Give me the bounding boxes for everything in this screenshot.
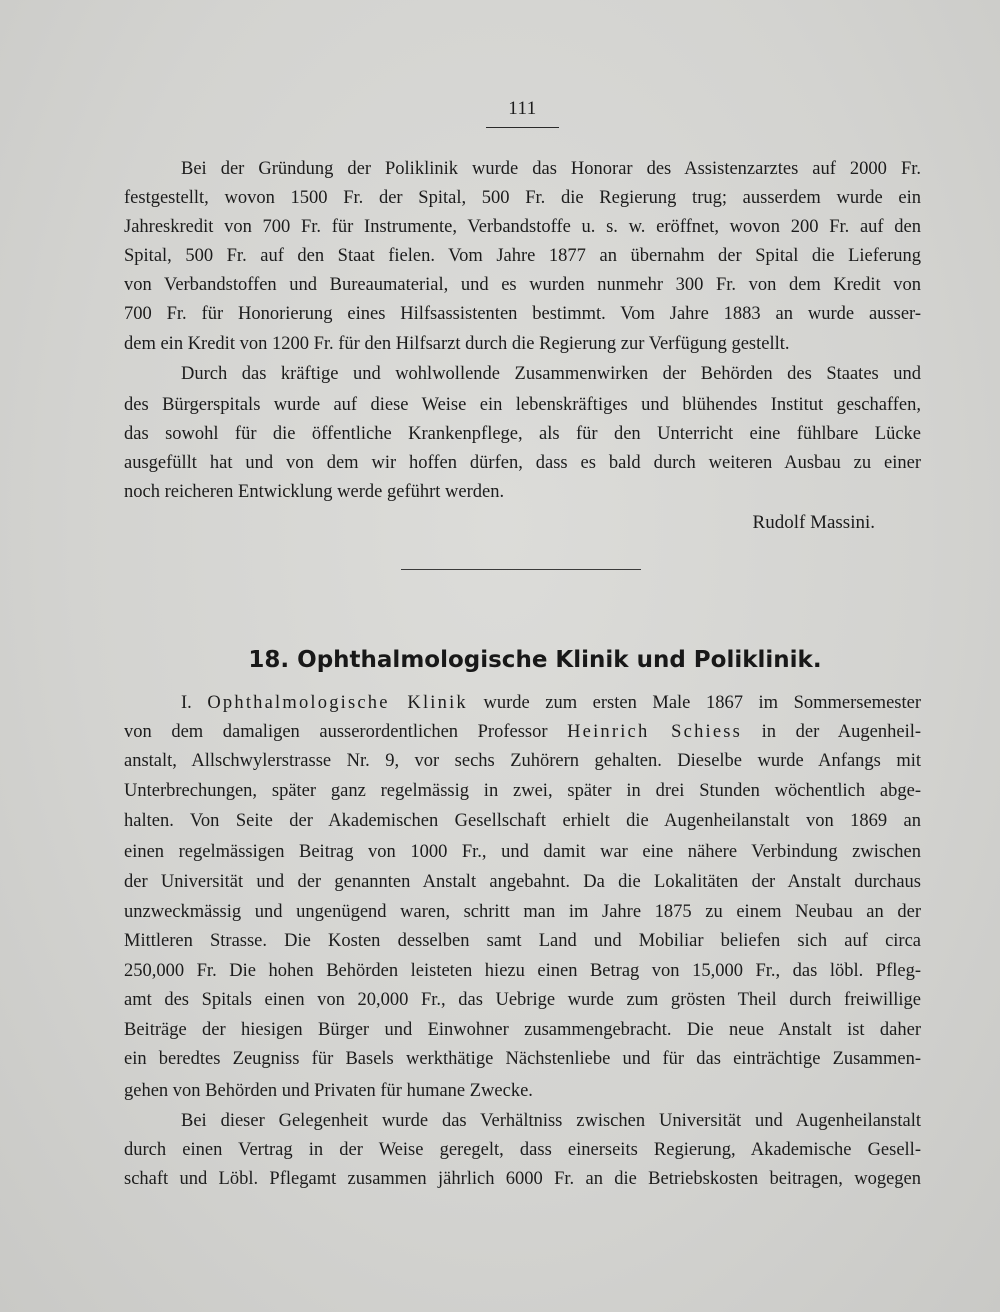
text-line: halten. Von Seite der Akademischen Gesellschaft erhielt die Augenheilanstalt von 1869 an <box>124 811 921 831</box>
text-line: amt des Spitals einen von 20,000 Fr., das Uebrige wurde zum grösten Theil durch freiwillige <box>124 990 921 1010</box>
text-line: anstalt, Allschwylerstrasse Nr. 9, vor sechs Zuhörern gehalten. Dieselbe wurde Anfangs mit <box>124 751 921 771</box>
text-line: noch reicheren Entwicklung werde geführt werden. <box>124 482 505 502</box>
text-line: Mittleren Strasse. Die Kosten desselben samt Land und Mobiliar beliefen sich auf circa <box>124 931 921 951</box>
text-line: der Universität und der genannten Anstalt angebahnt. Da die Lokalitäten der Anstalt durchaus <box>124 872 921 892</box>
text-line: Beiträge der hiesigen Bürger und Einwohner zusammengebracht. Die neue Anstalt ist daher <box>124 1020 921 1040</box>
text-line: von Verbandstoffen und Bureaumaterial, und es wurden nunmehr 300 Fr. von dem Kredit von <box>124 275 921 295</box>
text-line: schaft und Löbl. Pflegamt zusammen jährlich 6000 Fr. an die Betriebskosten beitragen, wogegen <box>124 1169 921 1189</box>
text-line: das sowohl für die öffentliche Krankenpflege, als für den Unterricht eine fühlbare Lücke <box>124 424 921 444</box>
text-line: einen regelmässigen Beitrag von 1000 Fr., und damit war eine nähere Verbindung zwischen <box>124 842 921 862</box>
page-number: 111 <box>508 98 537 119</box>
author-signature: Rudolf Massini. <box>752 512 875 533</box>
text-line-first <box>181 689 921 718</box>
text-line: Durch das kräftige und wohlwollende Zusammenwirken der Behörden des Staates und <box>181 364 921 384</box>
text-line: gehen von Behörden und Privaten für humane Zwecke. <box>124 1081 533 1101</box>
text-line: 700 Fr. für Honorierung eines Hilfsassistenten bestimmt. Vom Jahre 1883 an wurde ausser- <box>124 304 921 324</box>
text-line: durch einen Vertrag in der Weise geregelt, dass einerseits Regierung, Akademische Gesell- <box>124 1140 921 1160</box>
text-run: wurde zum ersten Male 1867 im Sommersemester <box>483 693 921 713</box>
section-divider <box>401 569 641 570</box>
text-line: Bei der Gründung der Poliklinik wurde das Honorar des Assistenzarztes auf 2000 Fr. <box>181 159 921 179</box>
text-line: Spital, 500 Fr. auf den Staat fielen. Vom Jahre 1877 an übernahm der Spital die Lieferung <box>124 246 921 266</box>
text-run: von dem damaligen ausserordentlichen Professor <box>124 722 548 742</box>
text-line: ein beredtes Zeugniss für Basels werkthätige Nächstenliebe und für das einträchtige Zusammen- <box>124 1049 921 1069</box>
text-line: ausgefüllt hat und von dem wir hoffen dürfen, dass es bald durch weiteren Ausbau zu einer <box>124 453 921 473</box>
section-number: I. <box>181 693 192 713</box>
text-line: festgestellt, wovon 1500 Fr. der Spital, 500 Fr. die Regierung trug; ausserdem wurde ein <box>124 188 921 208</box>
text-line: des Bürgerspitals wurde auf diese Weise ein lebenskräftiges und blühendes Institut geschaffen, <box>124 395 921 415</box>
page-number-rule <box>486 127 559 128</box>
text-line: dem ein Kredit von 1200 Fr. für den Hilfsarzt durch die Regierung zur Verfügung gestellt. <box>124 334 790 354</box>
text-run: in der Augenheil- <box>761 722 922 742</box>
spaced-term: Ophthalmologische Klinik <box>207 693 468 713</box>
text-line: Bei dieser Gelegenheit wurde das Verhältniss zwischen Universität und Augenheilanstalt <box>181 1111 921 1131</box>
text-line: unzweckmässig und ungenügend waren, schritt man im Jahre 1875 zu einem Neubau an der <box>124 902 921 922</box>
professor-name: Heinrich Schiess <box>567 722 743 742</box>
section-heading: 18. Ophthalmologische Klinik und Poliklinik. <box>248 647 822 673</box>
text-line: Jahreskredit von 700 Fr. für Instrumente, Verbandstoffe u. s. w. eröffnet, wovon 200 Fr. auf den <box>124 217 921 237</box>
text-line-second <box>124 718 921 747</box>
text-line: Unterbrechungen, später ganz regelmässig in zwei, später in drei Stunden wöchentlich abge- <box>124 781 921 801</box>
text-line: 250,000 Fr. Die hohen Behörden leisteten hiezu einen Betrag von 15,000 Fr., das löbl. Pfleg- <box>124 961 921 981</box>
